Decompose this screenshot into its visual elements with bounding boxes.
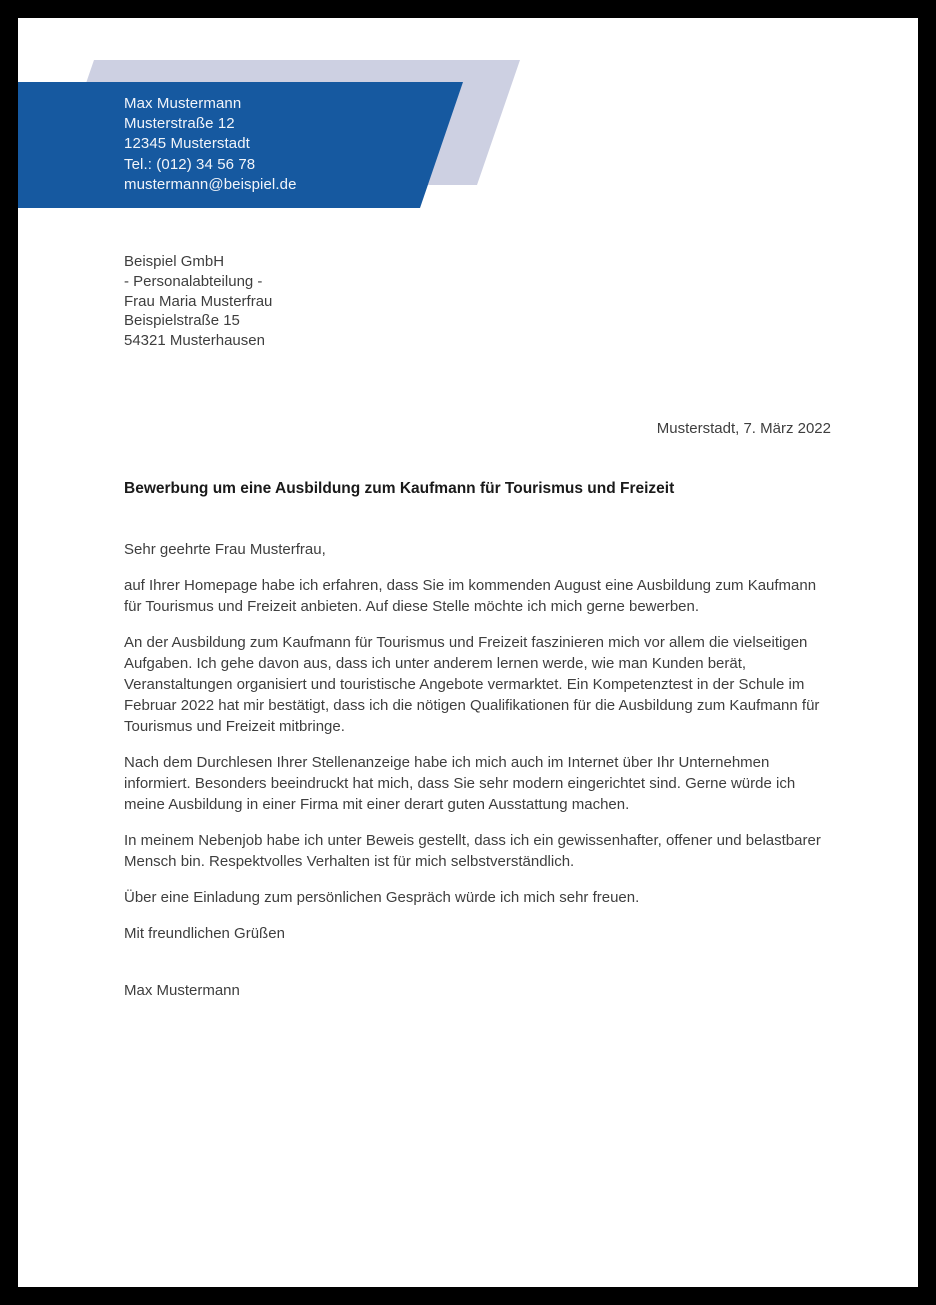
recipient-street: Beispielstraße 15 [124, 312, 240, 330]
recipient-city: 54321 Musterhausen [124, 332, 265, 350]
sender-phone: Tel.: (012) 34 56 78 [124, 155, 256, 173]
recipient-department: - Personalabteilung - [124, 272, 263, 290]
recipient-contact: Frau Maria Musterfrau [124, 292, 273, 310]
signature-name: Max Mustermann [124, 982, 240, 999]
letter-body [124, 539, 834, 1001]
date-line: Musterstadt, 7. März 2022 [656, 420, 831, 437]
body-paragraph: In meinem Nebenjob habe ich unter Beweis gestellt, dass ich ein gewissenhafter, offener und belastbarer Mensch bin. Respektvolles Verhalten ist für mich selbstverständlich. [124, 832, 821, 870]
sender-email: mustermann@beispiel.de [124, 175, 297, 193]
body-paragraph: auf Ihrer Homepage habe ich erfahren, dass Sie im kommenden August eine Ausbildung zum Kaufmann für Tourismus und Freizeit anbieten. Auf diese Stelle möchte ich mich gerne bewerben. [124, 577, 817, 615]
body-paragraph: Nach dem Durchlesen Ihrer Stellenanzeige habe ich mich auch im Internet über Ihr Unternehmen informiert. Besonders beeindruckt hat mich, dass Sie sehr modern eingerichtet sind. Gerne würde ich meine Ausbildung in einer Firma mit einer derart guten Ausstattung machen. [124, 754, 796, 813]
subject-line: Bewerbung um eine Ausbildung zum Kaufmann für Tourismus und Freizeit [124, 480, 675, 497]
sender-name: Max Mustermann [124, 95, 242, 112]
salutation: Sehr geehrte Frau Musterfrau, [124, 541, 326, 558]
closing-formula: Mit freundlichen Grüßen [124, 925, 285, 942]
letter-page [18, 18, 918, 1287]
sender-address-block [124, 94, 297, 195]
recipient-address-block [124, 252, 272, 351]
body-paragraph: An der Ausbildung zum Kaufmann für Tourismus und Freizeit faszinieren mich vor allem die vielseitigen Aufgaben. Ich gehe davon aus, dass ich unter anderem lernen werde, wie man Kunden berät, Veranstaltungen organisiert und touristische Angebote vermarktet. Ein Kompetenztest in der Schule im Februar 2022 hat mir bestätigt, dass ich die nötigen Qualifikationen für die Ausbildung zum Kaufmann für Tourismus und Freizeit mitbringe. [124, 634, 820, 735]
sender-street: Musterstraße 12 [124, 115, 235, 133]
recipient-company: Beispiel GmbH [124, 253, 225, 270]
sender-city: 12345 Musterstadt [124, 135, 250, 153]
body-paragraph: Über eine Einladung zum persönlichen Gespräch würde ich mich sehr freuen. [124, 889, 640, 906]
